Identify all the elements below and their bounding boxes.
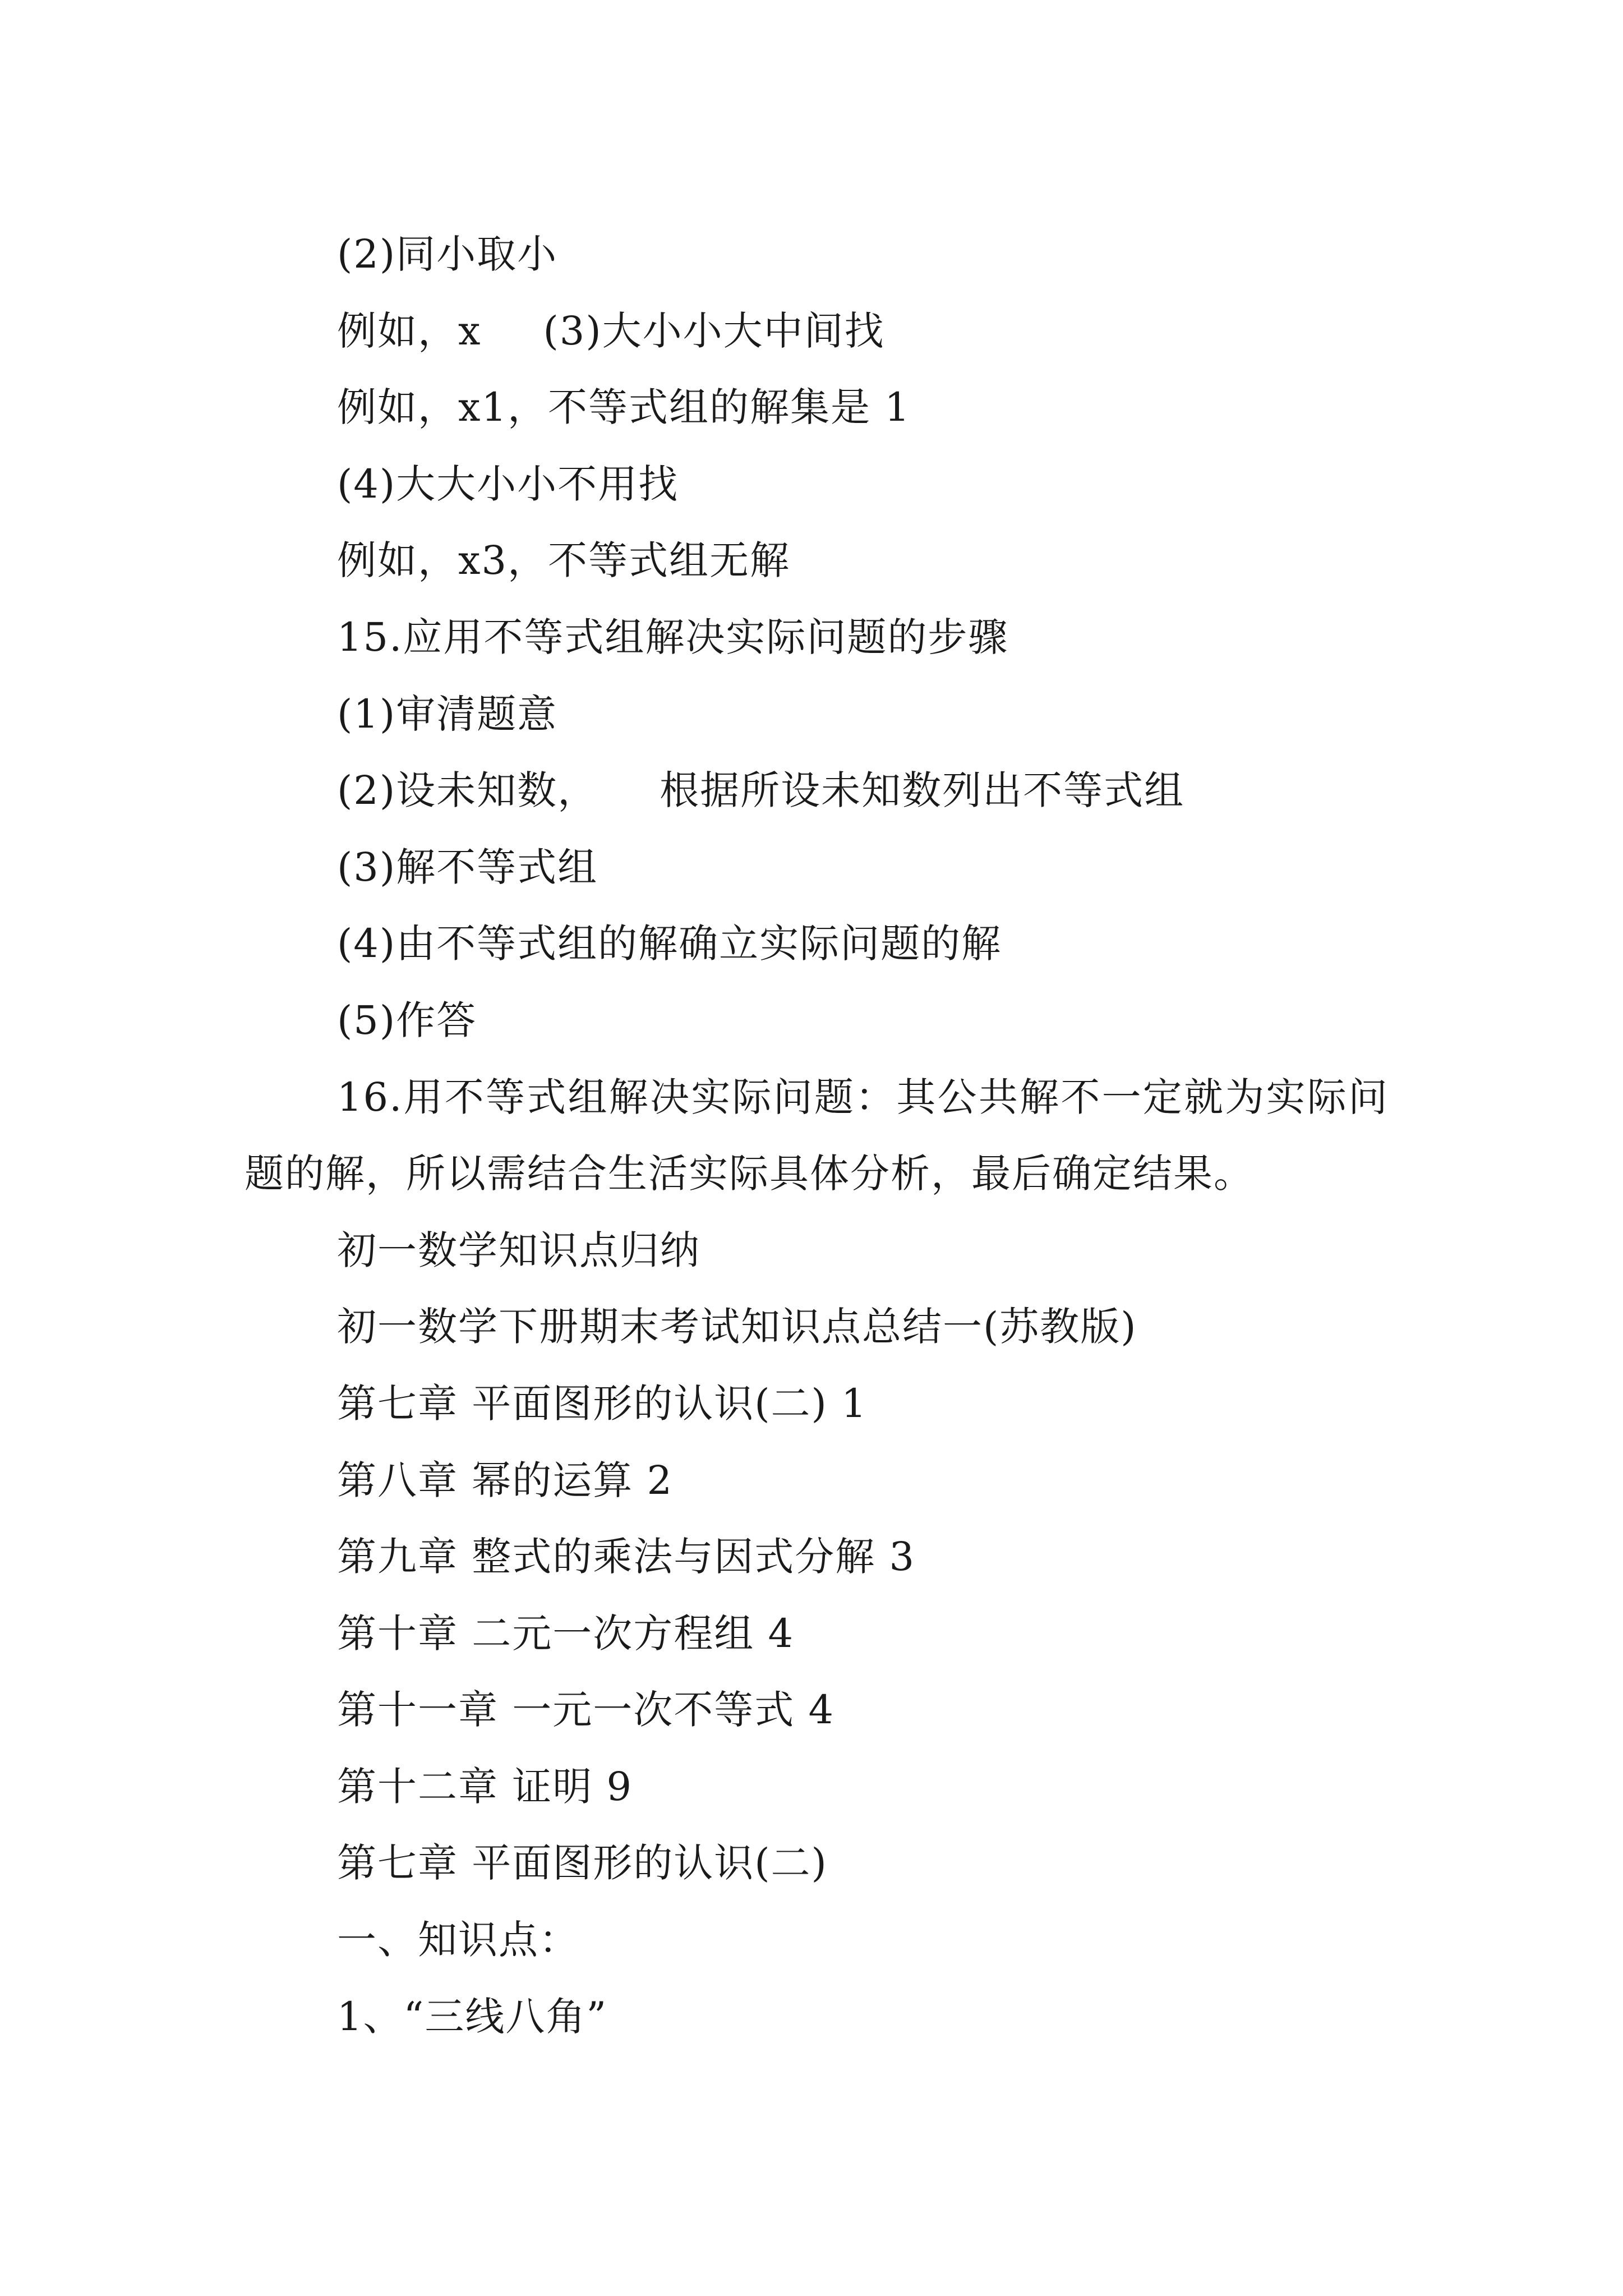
toc-entry: 第十一章 一元一次不等式 4 — [337, 1687, 835, 1733]
text-line: (2)同小取小 — [337, 231, 558, 277]
text-line: 例如，x1，不等式组的解集是 1 — [337, 384, 911, 431]
title-line: 初一数学下册期末考试知识点总结一(苏教版) — [337, 1304, 1137, 1350]
text-line: (1)审清题意 — [337, 691, 558, 737]
text-segment: 例如，x — [337, 307, 482, 354]
section-heading: 15.应用不等式组解决实际问题的步骤 — [337, 614, 1009, 660]
paragraph: 16.用不等式组解决实际问题：其公共解不一定就为实际问题的解，所以需结合生活实际具体分析，最后确定结果。 — [245, 1074, 1389, 1197]
text-segment: 根据所设未知数列出不等式组 — [660, 767, 1185, 814]
toc-entry: 第十章 二元一次方程组 4 — [337, 1610, 795, 1657]
text-line: (3)解不等式组 — [337, 844, 598, 890]
text-line: (4)由不等式组的解确立实际问题的解 — [337, 921, 1002, 967]
text-segment: (2)设未知数， — [337, 767, 598, 814]
text-line: 例如，x3，不等式组无解 — [337, 537, 791, 584]
section-heading: 一、知识点： — [337, 1917, 579, 1963]
text-line: (4)大大小小不用找 — [337, 461, 679, 507]
toc-entry: 第七章 平面图形的认识(二) 1 — [337, 1380, 868, 1427]
toc-entry: 第十二章 证明 9 — [337, 1763, 633, 1810]
text-segment: (3)大小小大中间找 — [543, 307, 885, 354]
title-line: 初一数学知识点归纳 — [337, 1227, 700, 1273]
toc-entry: 第八章 幂的运算 2 — [337, 1457, 674, 1503]
toc-entry: 第九章 整式的乘法与因式分解 3 — [337, 1534, 916, 1580]
text-line: 1、“三线八角” — [337, 1993, 608, 2040]
text-line — [245, 293, 1389, 370]
document-body — [245, 216, 1389, 2055]
text-line: (5)作答 — [337, 997, 477, 1043]
chapter-heading: 第七章 平面图形的认识(二) — [337, 1840, 828, 1887]
text-line — [245, 752, 1389, 829]
